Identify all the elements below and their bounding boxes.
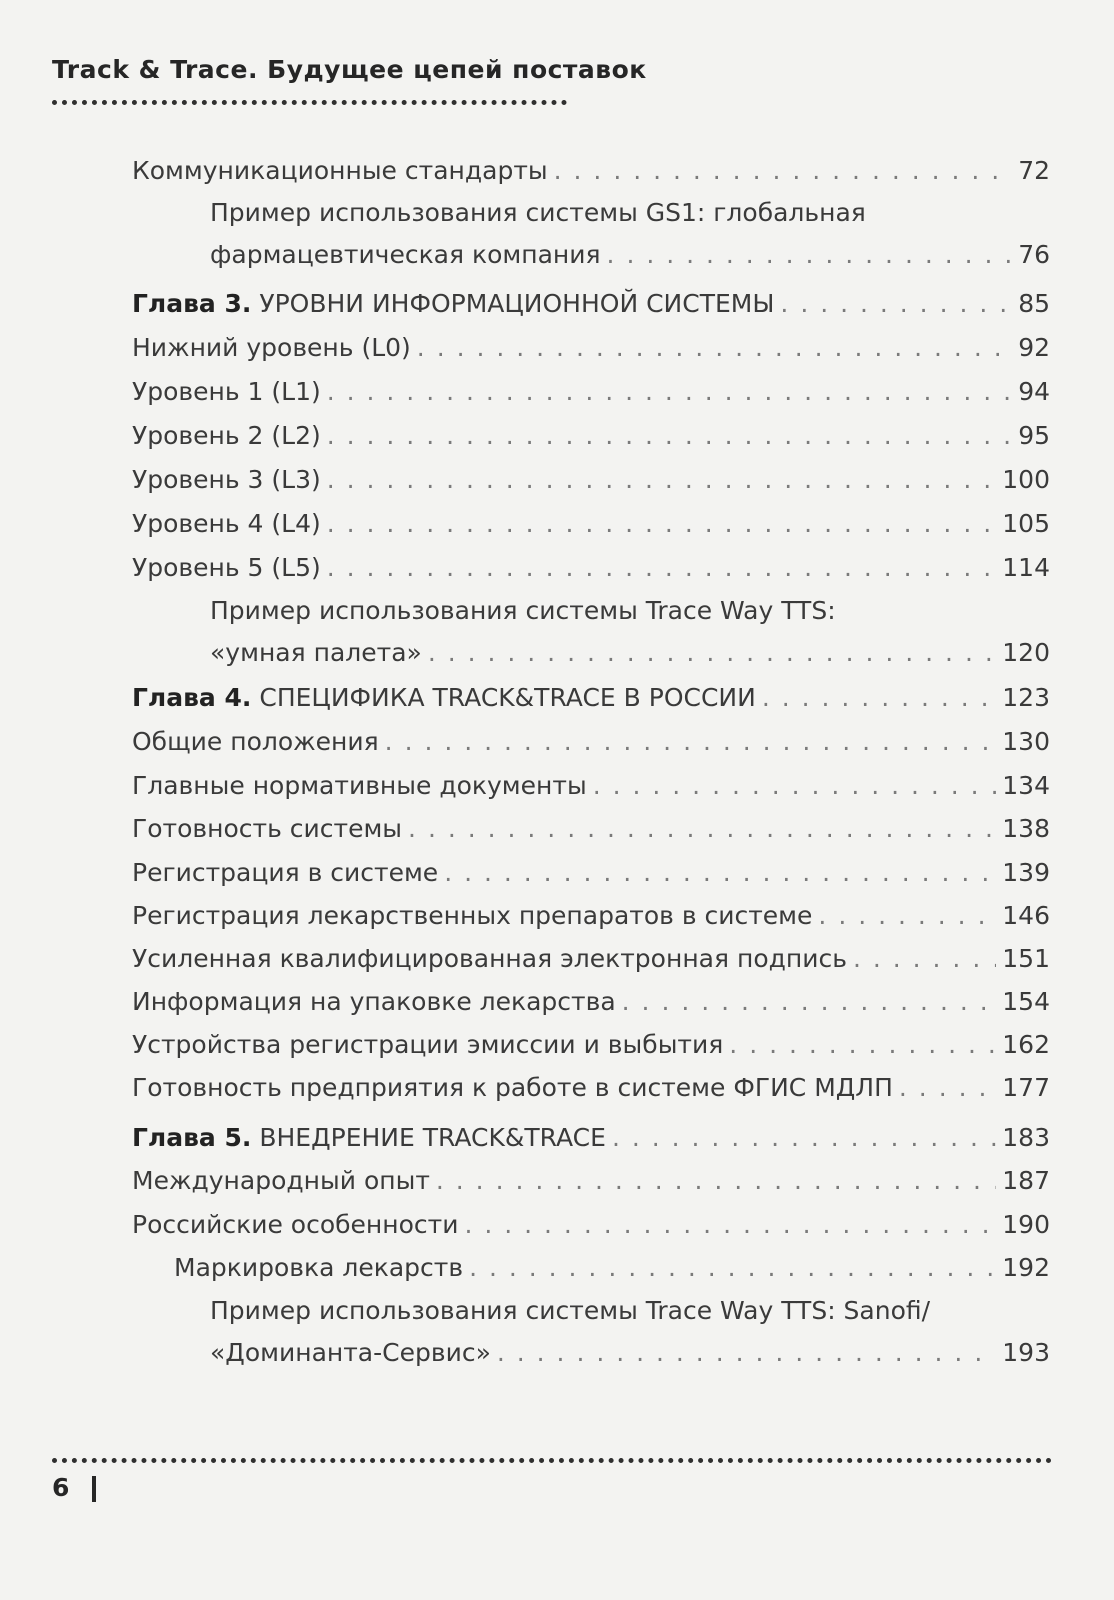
toc-chapter[interactable]	[132, 1117, 1050, 1159]
chapter-label: Глава 4.	[132, 683, 252, 712]
header-rule	[52, 100, 567, 105]
toc-entry-page: 94	[1018, 377, 1050, 406]
dot-leader	[428, 632, 996, 674]
toc-entry[interactable]	[132, 327, 1050, 369]
toc-entry-title: Уровень 5 (L5)	[132, 553, 321, 582]
toc-entry-example[interactable]	[210, 1290, 1050, 1374]
toc-entry[interactable]	[132, 547, 1050, 589]
dot-leader	[408, 808, 996, 850]
toc-entry-example[interactable]	[210, 590, 1050, 674]
toc-entry[interactable]	[132, 808, 1050, 850]
chapter-label: Глава 3.	[132, 289, 252, 318]
toc-entry[interactable]	[132, 895, 1050, 937]
toc-entry[interactable]	[132, 981, 1050, 1023]
toc-entry-page: 192	[1002, 1253, 1050, 1282]
toc-entry[interactable]	[132, 1024, 1050, 1066]
dot-leader	[497, 1332, 996, 1374]
dot-leader	[327, 503, 997, 545]
toc-entry[interactable]	[132, 1160, 1050, 1202]
toc-entry[interactable]	[132, 1204, 1050, 1246]
toc-entry[interactable]	[132, 459, 1050, 501]
toc-entry-page: 134	[1002, 771, 1050, 800]
toc-subsection[interactable]	[174, 1247, 1050, 1289]
toc-entry-page: 151	[1002, 944, 1050, 973]
toc-entry-page: 120	[1002, 638, 1050, 667]
toc-entry[interactable]	[132, 150, 1050, 192]
toc-entry-page: 183	[1002, 1123, 1050, 1152]
toc-entry-title: Готовность системы	[132, 814, 403, 843]
toc-entry-title: Уровень 3 (L3)	[132, 465, 321, 494]
toc-entry-title: Маркировка лекарств	[174, 1253, 464, 1282]
toc-entry-title: Уровень 2 (L2)	[132, 421, 321, 450]
toc-entry[interactable]	[132, 415, 1050, 457]
toc-entry-page: 95	[1018, 421, 1050, 450]
dot-leader	[417, 327, 1012, 369]
dot-leader	[612, 1117, 996, 1159]
toc-entry-title-line2: «Доминанта-Сервис»	[210, 1338, 491, 1367]
toc-entry-title-line1: Пример использования системы Trace Way TTS:	[210, 596, 836, 625]
dot-leader	[464, 1204, 996, 1246]
dot-leader	[436, 1160, 996, 1202]
dot-leader	[385, 721, 997, 763]
toc-entry[interactable]	[132, 1067, 1050, 1109]
dot-leader	[593, 765, 997, 807]
toc-entry-page: 85	[1018, 289, 1050, 318]
toc-chapter[interactable]	[132, 283, 1050, 325]
toc-entry-title: Готовность предприятия к работе в системе ФГИС МДЛП	[132, 1073, 893, 1102]
dot-leader	[762, 677, 996, 719]
toc-entry-page: 154	[1002, 987, 1050, 1016]
page-number: 6	[52, 1473, 70, 1502]
running-title: Track & Trace. Будущее цепей поставок	[52, 55, 647, 84]
toc-entry-title: Уровень 4 (L4)	[132, 509, 321, 538]
toc-entry-page: 114	[1002, 553, 1050, 582]
toc-entry-page: 177	[1002, 1073, 1050, 1102]
chapter-label: Глава 5.	[132, 1123, 252, 1152]
toc-entry[interactable]	[132, 503, 1050, 545]
dot-leader	[554, 150, 1013, 192]
toc-entry-title: Коммуникационные стандарты	[132, 156, 548, 185]
toc-chapter[interactable]	[132, 677, 1050, 719]
toc-entry-title: Международный опыт	[132, 1166, 430, 1195]
toc-entry-page: 92	[1018, 333, 1050, 362]
toc-entry[interactable]	[132, 852, 1050, 894]
toc-entry[interactable]	[132, 938, 1050, 980]
toc-entry-page: 162	[1002, 1030, 1050, 1059]
toc-entry-title: Главные нормативные документы	[132, 771, 587, 800]
folio-divider	[92, 1476, 96, 1502]
toc-entry-title: Общие положения	[132, 727, 379, 756]
chapter-title: СПЕЦИФИКА TRACK&TRACE В РОССИИ	[259, 683, 756, 712]
dot-leader	[444, 852, 996, 894]
toc-entry-page: 190	[1002, 1210, 1050, 1239]
toc-entry-title: Уровень 1 (L1)	[132, 377, 321, 406]
toc-entry-title: Усиленная квалифицированная электронная подпись	[132, 944, 847, 973]
toc-entry-page: 72	[1018, 156, 1050, 185]
footer-rule	[52, 1458, 1052, 1463]
toc-entry-page: 76	[1018, 240, 1050, 269]
toc-entry-page: 193	[1002, 1338, 1050, 1367]
dot-leader	[327, 547, 997, 589]
toc-entry-page: 138	[1002, 814, 1050, 843]
toc-entry-example[interactable]	[210, 192, 1050, 276]
toc-entry-page: 146	[1002, 901, 1050, 930]
toc-entry-title-line1: Пример использования системы Trace Way TTS: Sanofi/	[210, 1296, 931, 1325]
toc-entry-title: Регистрация в системе	[132, 858, 439, 887]
toc-entry-page: 100	[1002, 465, 1050, 494]
dot-leader	[327, 371, 1012, 413]
toc-entry-page: 105	[1002, 509, 1050, 538]
toc-entry-title: Нижний уровень (L0)	[132, 333, 411, 362]
dot-leader	[607, 234, 1013, 276]
toc-entry-title-line2: фармацевтическая компания	[210, 240, 601, 269]
dot-leader	[853, 938, 996, 980]
dot-leader	[622, 981, 997, 1023]
toc-entry[interactable]	[132, 765, 1050, 807]
toc-entry-title: Регистрация лекарственных препаратов в системе	[132, 901, 813, 930]
dot-leader	[327, 415, 1012, 457]
toc-entry-page: 139	[1002, 858, 1050, 887]
chapter-title: ВНЕДРЕНИЕ TRACK&TRACE	[259, 1123, 606, 1152]
toc-entry-title: Устройства регистрации эмиссии и выбытия	[132, 1030, 724, 1059]
toc-entry[interactable]	[132, 721, 1050, 763]
toc-entry-title: Информация на упаковке лекарства	[132, 987, 616, 1016]
toc-entry-page: 123	[1002, 683, 1050, 712]
toc-entry[interactable]	[132, 371, 1050, 413]
toc-entry-page: 130	[1002, 727, 1050, 756]
dot-leader	[327, 459, 997, 501]
dot-leader	[780, 283, 1012, 325]
chapter-title: УРОВНИ ИНФОРМАЦИОННОЙ СИСТЕМЫ	[259, 289, 775, 318]
dot-leader	[469, 1247, 996, 1289]
dot-leader	[818, 895, 996, 937]
toc-entry-title: Российские особенности	[132, 1210, 459, 1239]
toc-entry-title-line2: «умная палета»	[210, 638, 422, 667]
dot-leader	[899, 1067, 996, 1109]
toc-entry-title-line1: Пример использования системы GS1: глобальная	[210, 198, 866, 227]
dot-leader	[729, 1024, 996, 1066]
toc-entry-page: 187	[1002, 1166, 1050, 1195]
